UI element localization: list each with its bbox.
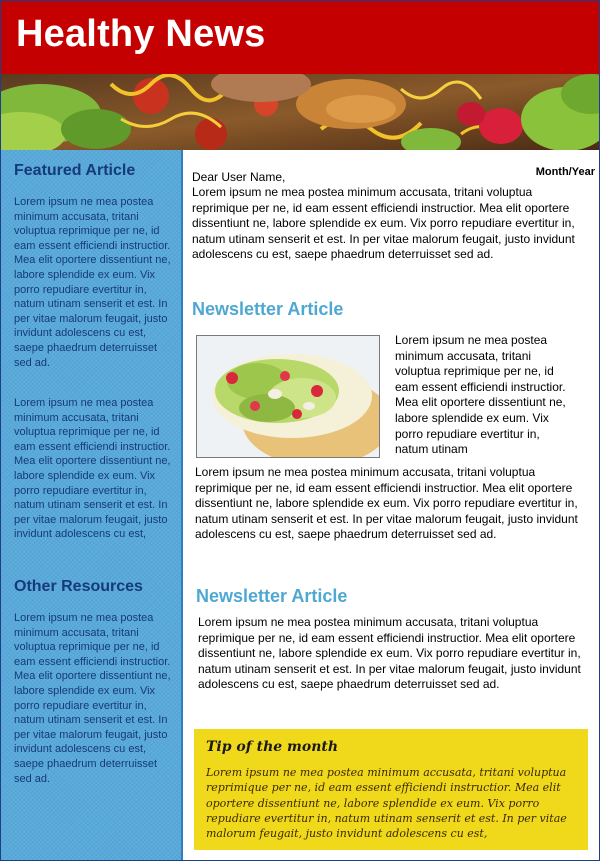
intro-text: Lorem ipsum ne mea postea minimum accusata, tritani voluptua reprimique per ne, id eam essent efficiendi instructior. Mea elit oportere dissentiunt ne, labore splendide ex eum. Vix porro repudiare evertitur in, natum utinam senserit et est. In per vitae malorum feugait, justo invidunt adolescens cu est, saepe phaedrum deterruisset sed ad. <box>192 185 575 262</box>
featured-article-heading: Featured Article <box>14 162 136 179</box>
masthead <box>1 1 599 74</box>
tip-title: Tip of the month <box>206 739 339 755</box>
featured-article-text-2: Lorem ipsum ne mea postea minimum accusata, tritani voluptua reprimique per ne, id eam essent efficiendi instructior. Mea elit oportere dissentiunt ne, labore splendide ex eum. Vix porro repudiare evertitur in, natum utinam senserit et est. In per vitae malorum feugait, justo invidunt adolescens cu est, <box>14 397 171 541</box>
main-content <box>184 150 599 860</box>
article-1-heading: Newsletter Article <box>192 299 344 319</box>
newsletter-title: Healthy News <box>16 13 266 55</box>
other-resources-heading: Other Resources <box>14 578 143 595</box>
article-2-text: Lorem ipsum ne mea postea minimum accusata, tritani voluptua reprimique per ne, id eam essent efficiendi instructior. Mea elit oportere dissentiunt ne, labore splendide ex eum. Vix porro repudiare evertitur in, natum utinam senserit et est. In per vitae malorum feugait, justo invidunt adolescens cu est, saepe phaedrum deterruisset sed ad. <box>198 615 581 692</box>
article-2-heading: Newsletter Article <box>196 586 348 606</box>
sidebar <box>1 150 183 860</box>
featured-article-text-1: Lorem ipsum ne mea postea minimum accusata, tritani voluptua reprimique per ne, id eam essent efficiendi instructior. Mea elit oportere dissentiunt ne, labore splendide ex eum. Vix porro repudiare evertitur in, natum utinam senserit et est. In per vitae malorum feugait, justo invidunt adolescens cu est, saepe phaedrum deterruisset sed ad. <box>14 196 171 369</box>
article-1-wrap-text: Lorem ipsum ne mea postea minimum accusata, tritani voluptua reprimique per ne, id eam essent efficiendi instructior. Mea elit oportere dissentiunt ne, labore splendide ex eum. Vix porro repudiare evertitur in, natum utinam <box>395 333 566 457</box>
article-1-text: Lorem ipsum ne mea postea minimum accusata, tritani voluptua reprimique per ne, id eam essent efficiendi instructior. Mea elit oportere dissentiunt ne, labore splendide ex eum. Vix porro repudiare evertitur in, natum utinam senserit et est. In per vitae malorum feugait, justo invidunt adolescens cu est, saepe phaedrum deterruisset sed ad. <box>195 465 578 542</box>
tip-of-the-month-box <box>194 729 588 850</box>
salad-photo <box>196 335 380 458</box>
food-banner-image <box>1 74 599 150</box>
greeting: Dear User Name, <box>192 170 286 184</box>
tip-text: Lorem ipsum ne mea postea minimum accusata, tritani voluptua reprimique per ne, id eam essent efficiendi instructior. Mea elit oportere dissentiunt ne, labore splendide ex eum. Vix porro repudiare evertitur in, natum utinam senserit et est. In per vitae malorum feugait, justo invidunt adolescens cu est, <box>206 766 567 841</box>
issue-date: Month/Year <box>535 166 595 178</box>
other-resources-text: Lorem ipsum ne mea postea minimum accusata, tritani voluptua reprimique per ne, id eam essent efficiendi instructior. Mea elit oportere dissentiunt ne, labore splendide ex eum. Vix porro repudiare evertitur in, natum utinam senserit et est. In per vitae malorum feugait, justo invidunt adolescens cu est, saepe phaedrum deterruisset sed ad. <box>14 612 171 785</box>
